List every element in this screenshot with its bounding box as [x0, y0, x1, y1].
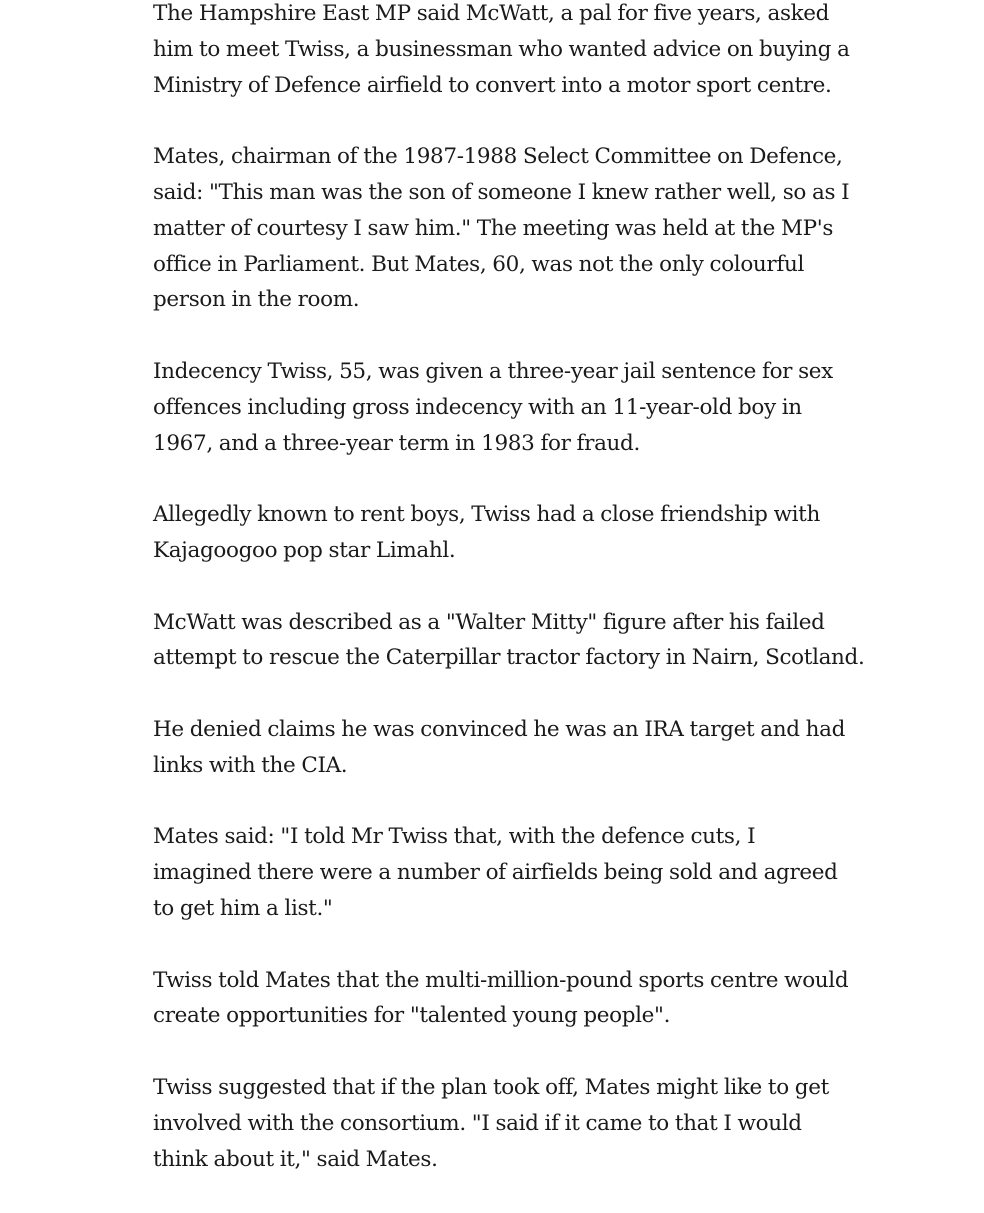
- text-line: office in Parliament. But Mates, 60, was not the only colourful: [153, 251, 804, 277]
- text-line: 1967, and a three-year term in 1983 for fraud.: [153, 430, 640, 456]
- paragraph-9: [153, 1070, 853, 1177]
- text-line: Indecency Twiss, 55, was given a three-year jail sentence for sex: [153, 358, 833, 384]
- text-line: Mates said: "I told Mr Twiss that, with the defence cuts, I: [153, 824, 756, 850]
- text-line: to get him a list.": [153, 895, 333, 921]
- paragraph-1: [153, 0, 853, 103]
- text-line: Mates, chairman of the 1987-1988 Select Committee on Defence,: [153, 144, 843, 170]
- text-line: McWatt was described as a "Walter Mitty" figure after his failed: [153, 609, 825, 635]
- paragraph-6: [153, 712, 853, 784]
- text-line: Ministry of Defence airfield to convert into a motor sport centre.: [153, 72, 832, 98]
- text-line: Kajagoogoo pop star Limahl.: [153, 537, 456, 563]
- paragraph-5: [153, 605, 865, 677]
- text-line: attempt to rescue the Caterpillar tractor factory in Nairn, Scotland.: [153, 645, 865, 671]
- text-line: imagined there were a number of airfields being sold and agreed: [153, 860, 838, 886]
- text-line: Allegedly known to rent boys, Twiss had a close friendship with: [153, 502, 820, 528]
- text-line: matter of courtesy I saw him." The meeting was held at the MP's: [153, 215, 834, 241]
- paragraph-8: [153, 963, 853, 1035]
- text-line: offences including gross indecency with an 11-year-old boy in: [153, 394, 802, 420]
- text-line: Twiss told Mates that the multi-million-pound sports centre would: [153, 967, 849, 993]
- paragraph-3: [153, 354, 853, 461]
- text-line: person in the room.: [153, 287, 360, 313]
- text-line: links with the CIA.: [153, 752, 348, 778]
- paragraph-2: [153, 139, 853, 318]
- text-line: He denied claims he was convinced he was an IRA target and had: [153, 716, 845, 742]
- text-line: said: "This man was the son of someone I knew rather well, so as I: [153, 179, 850, 205]
- paragraph-7: [153, 819, 853, 926]
- text-line: think about it," said Mates.: [153, 1146, 438, 1172]
- paragraph-4: [153, 497, 853, 569]
- text-line: Twiss suggested that if the plan took off, Mates might like to get: [153, 1074, 829, 1100]
- text-line: involved with the consortium. "I said if it came to that I would: [153, 1110, 802, 1136]
- text-line: him to meet Twiss, a businessman who wanted advice on buying a: [153, 36, 850, 62]
- article-body: [153, 0, 865, 1213]
- text-line: The Hampshire East MP said McWatt, a pal for five years, asked: [153, 1, 830, 26]
- text-line: create opportunities for "talented young people".: [153, 1003, 671, 1029]
